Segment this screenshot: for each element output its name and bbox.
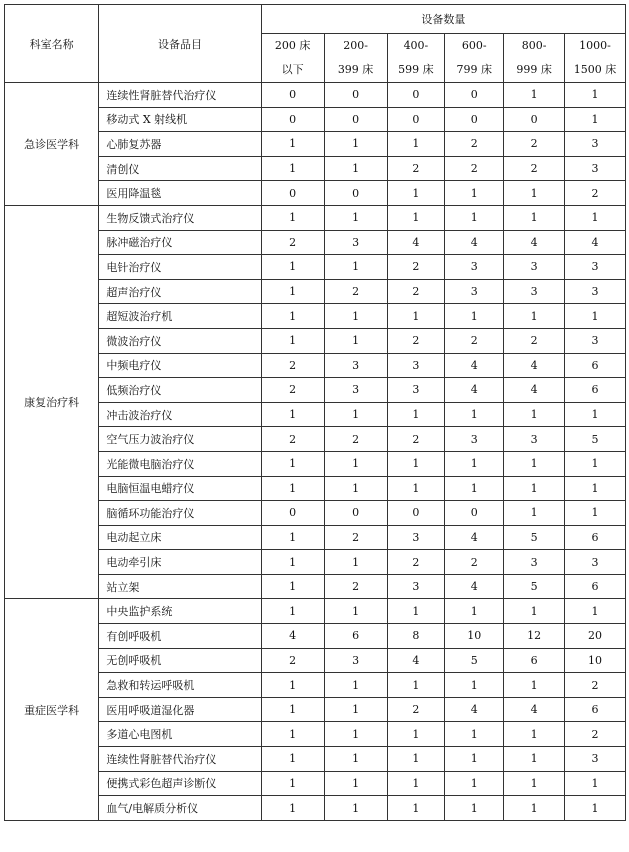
quantity-cell: 1 — [387, 402, 445, 427]
quantity-cell: 4 — [445, 353, 504, 378]
quantity-cell: 3 — [445, 427, 504, 452]
bed-range-label-line: 599 床 — [398, 63, 434, 76]
quantity-cell: 2 — [387, 697, 445, 722]
quantity-cell: 2 — [261, 378, 324, 403]
quantity-cell: 0 — [387, 501, 445, 526]
quantity-cell: 1 — [324, 550, 387, 575]
equipment-table — [4, 4, 626, 821]
item-cell: 超短波治疗机 — [99, 304, 261, 329]
quantity-cell: 1 — [504, 205, 565, 230]
item-cell: 电动起立床 — [99, 525, 261, 550]
table-row — [5, 83, 626, 108]
quantity-cell: 0 — [324, 501, 387, 526]
item-cell: 急救和转运呼吸机 — [99, 673, 261, 698]
quantity-cell: 1 — [261, 796, 324, 821]
quantity-cell: 1 — [261, 747, 324, 772]
quantity-cell: 3 — [387, 378, 445, 403]
quantity-cell: 1 — [445, 771, 504, 796]
item-column-header: 设备品目 — [99, 5, 261, 83]
bed-range-header — [324, 34, 387, 83]
quantity-cell: 1 — [324, 304, 387, 329]
dept-cell: 急诊医学科 — [5, 83, 99, 206]
quantity-cell: 3 — [504, 427, 565, 452]
quantity-cell: 1 — [387, 132, 445, 157]
quantity-cell: 1 — [504, 83, 565, 108]
quantity-cell: 3 — [387, 525, 445, 550]
item-cell: 冲击波治疗仪 — [99, 402, 261, 427]
quantity-cell: 1 — [445, 476, 504, 501]
quantity-cell: 2 — [261, 353, 324, 378]
quantity-cell: 0 — [445, 107, 504, 132]
quantity-cell: 1 — [387, 205, 445, 230]
quantity-cell: 1 — [504, 451, 565, 476]
quantity-cell: 1 — [504, 402, 565, 427]
quantity-cell: 1 — [504, 304, 565, 329]
bed-range-label-line: 800- — [521, 39, 547, 52]
quantity-cell: 1 — [504, 722, 565, 747]
item-cell: 连续性肾脏替代治疗仪 — [99, 83, 261, 108]
quantity-cell: 0 — [324, 83, 387, 108]
quantity-cell: 1 — [261, 255, 324, 280]
quantity-cell: 1 — [387, 451, 445, 476]
bed-range-header — [565, 34, 626, 83]
table-row — [5, 205, 626, 230]
bed-range-header — [445, 34, 504, 83]
item-cell: 血气/电解质分析仪 — [99, 796, 261, 821]
quantity-cell: 4 — [445, 230, 504, 255]
quantity-cell: 6 — [565, 525, 626, 550]
quantity-cell: 1 — [324, 599, 387, 624]
quantity-cell: 3 — [324, 353, 387, 378]
bed-range-label-line: 799 床 — [456, 63, 493, 76]
item-cell: 脉冲磁治疗仪 — [99, 230, 261, 255]
quantity-cell: 1 — [445, 402, 504, 427]
quantity-cell: 3 — [565, 747, 626, 772]
quantity-cell: 0 — [387, 107, 445, 132]
quantity-cell: 5 — [565, 427, 626, 452]
quantity-cell: 1 — [324, 771, 387, 796]
quantity-cell: 1 — [261, 156, 324, 181]
quantity-cell: 0 — [261, 107, 324, 132]
quantity-cell: 1 — [387, 181, 445, 206]
quantity-cell: 3 — [387, 574, 445, 599]
quantity-cell: 1 — [387, 599, 445, 624]
quantity-cell: 1 — [565, 599, 626, 624]
item-cell: 便携式彩色超声诊断仪 — [99, 771, 261, 796]
bed-range-label-line: 399 床 — [337, 63, 374, 76]
quantity-cell: 5 — [445, 648, 504, 673]
quantity-cell: 2 — [261, 427, 324, 452]
quantity-cell: 12 — [504, 624, 565, 649]
quantity-cell: 3 — [504, 550, 565, 575]
bed-range-header — [261, 34, 324, 83]
quantity-cell: 20 — [565, 624, 626, 649]
quantity-cell: 3 — [445, 255, 504, 280]
item-cell: 心肺复苏器 — [99, 132, 261, 157]
quantity-cell: 1 — [565, 107, 626, 132]
quantity-cell: 1 — [261, 451, 324, 476]
quantity-cell: 1 — [261, 476, 324, 501]
quantity-cell: 1 — [324, 132, 387, 157]
quantity-cell: 3 — [504, 255, 565, 280]
quantity-cell: 1 — [445, 304, 504, 329]
quantity-cell: 1 — [261, 205, 324, 230]
quantity-cell: 1 — [565, 771, 626, 796]
quantity-cell: 3 — [504, 279, 565, 304]
quantity-cell: 1 — [445, 747, 504, 772]
quantity-cell: 1 — [261, 550, 324, 575]
quantity-cell: 4 — [445, 574, 504, 599]
quantity-cell: 3 — [387, 353, 445, 378]
quantity-cell: 1 — [445, 722, 504, 747]
quantity-cell: 3 — [565, 550, 626, 575]
quantity-cell: 2 — [504, 156, 565, 181]
item-cell: 电动牵引床 — [99, 550, 261, 575]
quantity-cell: 1 — [387, 476, 445, 501]
item-cell: 多道心电图机 — [99, 722, 261, 747]
quantity-cell: 2 — [261, 230, 324, 255]
quantity-cell: 0 — [387, 83, 445, 108]
quantity-cell: 1 — [504, 796, 565, 821]
quantity-cell: 1 — [324, 328, 387, 353]
quantity-cell: 0 — [324, 181, 387, 206]
item-cell: 微波治疗仪 — [99, 328, 261, 353]
quantity-cell: 1 — [445, 599, 504, 624]
quantity-cell: 5 — [504, 525, 565, 550]
quantity-cell: 3 — [565, 255, 626, 280]
quantity-cell: 1 — [261, 402, 324, 427]
quantity-cell: 1 — [504, 181, 565, 206]
quantity-cell: 1 — [445, 181, 504, 206]
quantity-cell: 0 — [261, 181, 324, 206]
quantity-cell: 2 — [387, 328, 445, 353]
quantity-cell: 2 — [387, 550, 445, 575]
quantity-cell: 2 — [445, 156, 504, 181]
item-cell: 无创呼吸机 — [99, 648, 261, 673]
item-cell: 光能微电脑治疗仪 — [99, 451, 261, 476]
quantity-cell: 1 — [387, 722, 445, 747]
bed-range-header — [504, 34, 565, 83]
quantity-cell: 3 — [565, 328, 626, 353]
quantity-cell: 4 — [445, 525, 504, 550]
quantity-cell: 1 — [261, 673, 324, 698]
quantity-cell: 2 — [565, 673, 626, 698]
quantity-cell: 1 — [324, 255, 387, 280]
quantity-cell: 2 — [387, 255, 445, 280]
quantity-cell: 2 — [387, 156, 445, 181]
bed-range-label-line: 600- — [461, 39, 487, 52]
quantity-cell: 1 — [261, 328, 324, 353]
quantity-cell: 2 — [387, 427, 445, 452]
quantity-cell: 10 — [565, 648, 626, 673]
quantity-cell: 0 — [445, 501, 504, 526]
quantity-cell: 6 — [324, 624, 387, 649]
quantity-cell: 1 — [324, 747, 387, 772]
quantity-cell: 1 — [261, 574, 324, 599]
quantity-cell: 1 — [565, 476, 626, 501]
dept-cell: 康复治疗科 — [5, 205, 99, 599]
quantity-cell: 1 — [504, 673, 565, 698]
quantity-cell: 8 — [387, 624, 445, 649]
item-cell: 电针治疗仪 — [99, 255, 261, 280]
quantity-cell: 4 — [565, 230, 626, 255]
quantity-cell: 1 — [324, 722, 387, 747]
quantity-cell: 6 — [504, 648, 565, 673]
quantity-cell: 1 — [565, 501, 626, 526]
quantity-cell: 2 — [565, 722, 626, 747]
quantity-cell: 0 — [504, 107, 565, 132]
item-cell: 电脑恒温电蜡疗仪 — [99, 476, 261, 501]
quantity-cell: 3 — [565, 132, 626, 157]
dept-cell: 重症医学科 — [5, 599, 99, 820]
quantity-cell: 4 — [445, 378, 504, 403]
quantity-cell: 1 — [445, 673, 504, 698]
bed-range-label-line: 200 床 — [274, 39, 311, 52]
item-cell: 有创呼吸机 — [99, 624, 261, 649]
quantity-cell: 2 — [445, 328, 504, 353]
item-cell: 连续性肾脏替代治疗仪 — [99, 747, 261, 772]
quantity-group-header: 设备数量 — [261, 5, 625, 34]
quantity-cell: 4 — [504, 230, 565, 255]
quantity-cell: 2 — [261, 648, 324, 673]
item-cell: 移动式 X 射线机 — [99, 107, 261, 132]
bed-range-header — [387, 34, 445, 83]
quantity-cell: 0 — [445, 83, 504, 108]
quantity-cell: 1 — [504, 747, 565, 772]
item-cell: 脑循环功能治疗仪 — [99, 501, 261, 526]
item-cell: 站立架 — [99, 574, 261, 599]
item-cell: 生物反馈式治疗仪 — [99, 205, 261, 230]
quantity-cell: 2 — [504, 328, 565, 353]
quantity-cell: 5 — [504, 574, 565, 599]
item-cell: 空气压力波治疗仪 — [99, 427, 261, 452]
quantity-cell: 1 — [324, 205, 387, 230]
quantity-cell: 1 — [504, 599, 565, 624]
quantity-cell: 10 — [445, 624, 504, 649]
quantity-cell: 2 — [324, 574, 387, 599]
item-cell: 超声治疗仪 — [99, 279, 261, 304]
quantity-cell: 4 — [504, 353, 565, 378]
quantity-cell: 2 — [324, 279, 387, 304]
quantity-cell: 1 — [387, 673, 445, 698]
quantity-cell: 1 — [261, 279, 324, 304]
item-cell: 清创仪 — [99, 156, 261, 181]
quantity-cell: 2 — [445, 550, 504, 575]
item-cell: 低频治疗仪 — [99, 378, 261, 403]
quantity-cell: 3 — [324, 230, 387, 255]
quantity-cell: 1 — [261, 304, 324, 329]
quantity-cell: 1 — [504, 501, 565, 526]
quantity-cell: 3 — [324, 648, 387, 673]
quantity-cell: 3 — [324, 378, 387, 403]
quantity-cell: 3 — [445, 279, 504, 304]
quantity-cell: 0 — [261, 501, 324, 526]
item-cell: 中央监护系统 — [99, 599, 261, 624]
quantity-cell: 1 — [565, 83, 626, 108]
quantity-cell: 2 — [445, 132, 504, 157]
quantity-cell: 4 — [504, 378, 565, 403]
bed-range-label-line: 以下 — [281, 63, 304, 76]
quantity-cell: 1 — [504, 771, 565, 796]
quantity-cell: 1 — [504, 476, 565, 501]
quantity-cell: 1 — [565, 205, 626, 230]
quantity-cell: 1 — [565, 796, 626, 821]
quantity-cell: 1 — [261, 525, 324, 550]
quantity-cell: 3 — [565, 156, 626, 181]
quantity-cell: 2 — [324, 427, 387, 452]
quantity-cell: 1 — [324, 796, 387, 821]
quantity-cell: 6 — [565, 697, 626, 722]
quantity-cell: 1 — [261, 599, 324, 624]
quantity-cell: 1 — [445, 451, 504, 476]
item-cell: 医用降温毯 — [99, 181, 261, 206]
quantity-cell: 3 — [565, 279, 626, 304]
quantity-cell: 0 — [261, 83, 324, 108]
quantity-cell: 6 — [565, 353, 626, 378]
quantity-cell: 6 — [565, 378, 626, 403]
quantity-cell: 4 — [504, 697, 565, 722]
quantity-cell: 1 — [565, 304, 626, 329]
quantity-cell: 2 — [565, 181, 626, 206]
quantity-cell: 1 — [387, 771, 445, 796]
quantity-cell: 1 — [445, 205, 504, 230]
bed-range-label-line: 400- — [403, 39, 429, 52]
quantity-cell: 1 — [387, 796, 445, 821]
bed-range-label-line: 1000- — [579, 39, 611, 52]
quantity-cell: 1 — [387, 747, 445, 772]
quantity-cell: 1 — [324, 476, 387, 501]
quantity-cell: 4 — [387, 230, 445, 255]
quantity-cell: 1 — [565, 402, 626, 427]
table-body — [5, 83, 626, 821]
quantity-cell: 1 — [324, 402, 387, 427]
quantity-cell: 0 — [324, 107, 387, 132]
bed-range-label-line: 1500 床 — [573, 63, 617, 76]
dept-column-header: 科室名称 — [5, 5, 99, 83]
quantity-cell: 2 — [504, 132, 565, 157]
item-cell: 中频电疗仪 — [99, 353, 261, 378]
quantity-cell: 1 — [261, 722, 324, 747]
quantity-cell: 2 — [324, 525, 387, 550]
quantity-cell: 1 — [565, 451, 626, 476]
quantity-cell: 1 — [261, 771, 324, 796]
quantity-cell: 1 — [324, 451, 387, 476]
item-cell: 医用呼吸道湿化器 — [99, 697, 261, 722]
bed-range-label-line: 999 床 — [516, 63, 552, 76]
quantity-cell: 4 — [387, 648, 445, 673]
quantity-cell: 1 — [324, 697, 387, 722]
quantity-cell: 4 — [261, 624, 324, 649]
table-header — [5, 5, 626, 83]
quantity-cell: 4 — [445, 697, 504, 722]
table-row — [5, 599, 626, 624]
bed-range-label-line: 200- — [343, 39, 368, 52]
quantity-cell: 1 — [261, 697, 324, 722]
quantity-cell: 1 — [261, 132, 324, 157]
quantity-cell: 1 — [445, 796, 504, 821]
quantity-cell: 1 — [387, 304, 445, 329]
quantity-cell: 2 — [387, 279, 445, 304]
quantity-cell: 1 — [324, 156, 387, 181]
quantity-cell: 1 — [324, 673, 387, 698]
quantity-cell: 6 — [565, 574, 626, 599]
